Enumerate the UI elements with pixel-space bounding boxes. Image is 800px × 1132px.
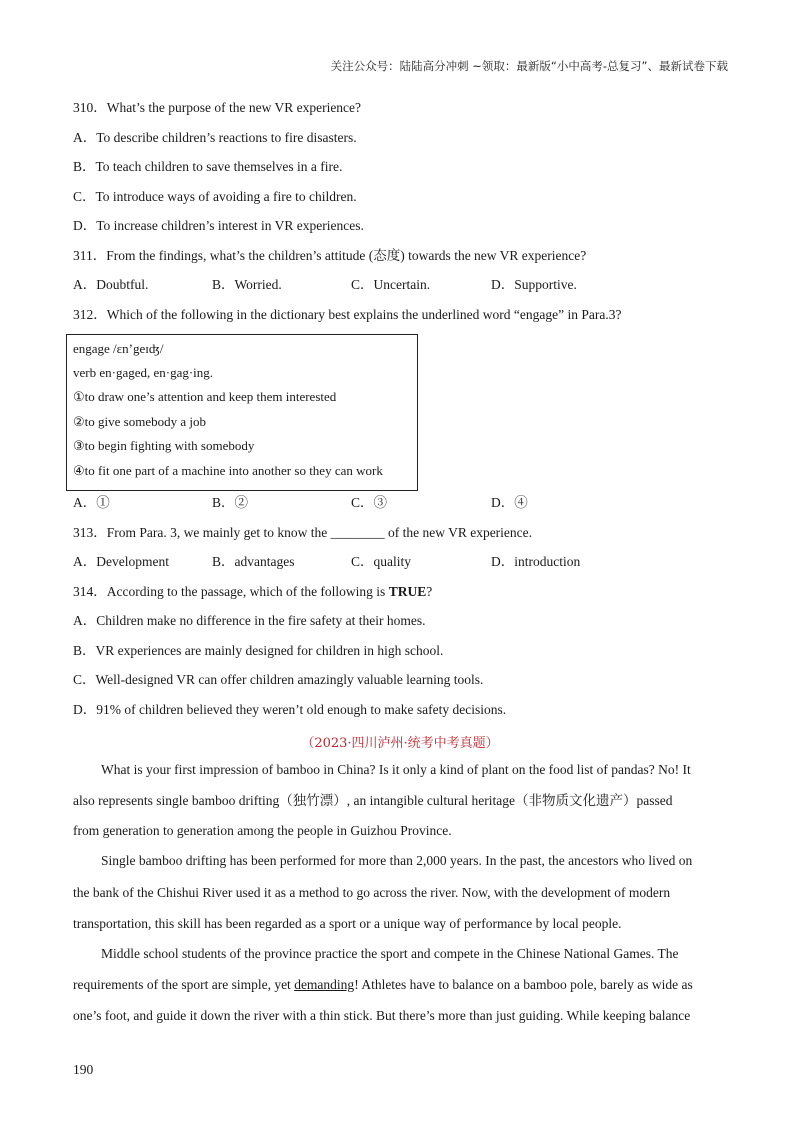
question-314-stem xyxy=(73,583,432,601)
underlined-word-demanding: demanding xyxy=(294,977,355,992)
question-310-option-a: A．To describe children’s reactions to fire disasters. xyxy=(73,130,357,145)
question-311-stem: 311．From the findings, what’s the children’s attitude (态度) towards the new VR experience? xyxy=(73,248,587,263)
page-number: 190 xyxy=(73,1062,94,1077)
dictionary-sense-1: ①to draw one’s attention and keep them interested xyxy=(73,389,337,404)
question-314-stem-text: 314．According to the passage, which of the following is xyxy=(73,584,389,599)
dictionary-sense-2: ②to give somebody a job xyxy=(73,414,206,429)
question-312-option-a: A．① xyxy=(73,495,110,510)
question-314-option-d: D．91% of children believed they weren’t old enough to make safety decisions. xyxy=(73,702,507,717)
dictionary-sense-3: ③to begin fighting with somebody xyxy=(73,438,255,453)
question-313-option-c: C．quality xyxy=(351,554,411,569)
passage-p3-line1: Middle school students of the province practice the sport and compete in the Chinese National Games. The xyxy=(101,946,679,961)
question-312-option-c: C．③ xyxy=(351,495,388,510)
question-313-stem: 313．From Para. 3, we mainly get to know the ________ of the new VR experience. xyxy=(73,525,533,540)
passage-p2-line3: transportation, this skill has been regarded as a sport or a unique way of performance by local people. xyxy=(73,916,622,931)
dictionary-entry-box xyxy=(66,334,418,491)
passage-p1-line2: also represents single bamboo drifting（独竹漂）, an intangible cultural heritage（非物质文化遗产）passed xyxy=(73,793,673,808)
question-310-option-c: C．To introduce ways of avoiding a fire to children. xyxy=(73,189,357,204)
question-313-option-a: A．Development xyxy=(73,554,169,569)
question-311-option-c: C．Uncertain. xyxy=(351,277,431,292)
passage-p1-line1: What is your first impression of bamboo in China? Is it only a kind of plant on the food list of pandas? No! It xyxy=(101,762,691,777)
question-314-option-b: B．VR experiences are mainly designed for children in high school. xyxy=(73,643,444,658)
dictionary-sense-4: ④to fit one part of a machine into another so they can work xyxy=(73,463,383,478)
question-314-option-c: C．Well-designed VR can offer children amazingly valuable learning tools. xyxy=(73,672,484,687)
dictionary-headword: engage /ɛn’geɪʤ/ xyxy=(73,341,164,356)
passage-p3-line3: one’s foot, and guide it down the river with a thin stick. But there’s more than just guiding. While keeping balance xyxy=(73,1008,691,1023)
passage-p3-line2 xyxy=(73,976,727,994)
passage-p3-line2-end: ! Athletes have to balance on a bamboo pole, barely as wide as xyxy=(354,977,693,992)
passage-p3-line2-start: requirements of the sport are simple, yet xyxy=(73,977,295,992)
question-311-option-d: D．Supportive. xyxy=(491,277,577,292)
passage-p2-line1: Single bamboo drifting has been performed for more than 2,000 years. In the past, the ancestors who lived on xyxy=(101,853,693,868)
question-313-option-d: D．introduction xyxy=(491,554,581,569)
question-311-option-a: A．Doubtful. xyxy=(73,277,149,292)
question-310-stem: 310．What’s the purpose of the new VR experience? xyxy=(73,100,362,115)
question-314-stem-emphasis: TRUE xyxy=(388,584,427,599)
question-311-option-b: B．Worried. xyxy=(212,277,282,292)
page-header: 关注公众号：陆陆高分冲刺 ~领取：最新版“小中高考-总复习”、最新试卷下载 xyxy=(330,59,728,73)
question-314-stem-end: ? xyxy=(426,584,433,599)
passage-p1-line3: from generation to generation among the people in Guizhou Province. xyxy=(73,823,452,838)
question-314-option-a: A．Children make no difference in the fire safety at their homes. xyxy=(73,613,426,628)
dictionary-forms: verb en·gaged, en·gag·ing. xyxy=(73,365,214,380)
question-312-stem: 312．Which of the following in the dictionary best explains the underlined word “engage” in Para.3? xyxy=(73,307,622,322)
question-310-option-b: B．To teach children to save themselves in a fire. xyxy=(73,159,343,174)
exam-source-label: （2023·四川泸州·统考中考真题） xyxy=(301,736,499,751)
question-313-option-b: B．advantages xyxy=(212,554,295,569)
question-312-option-b: B．② xyxy=(212,495,249,510)
question-312-option-d: D．④ xyxy=(491,495,528,510)
passage-p2-line2: the bank of the Chishui River used it as a method to go across the river. Now, with the development of modern xyxy=(73,885,671,900)
question-310-option-d: D．To increase children’s interest in VR experiences. xyxy=(73,218,364,233)
